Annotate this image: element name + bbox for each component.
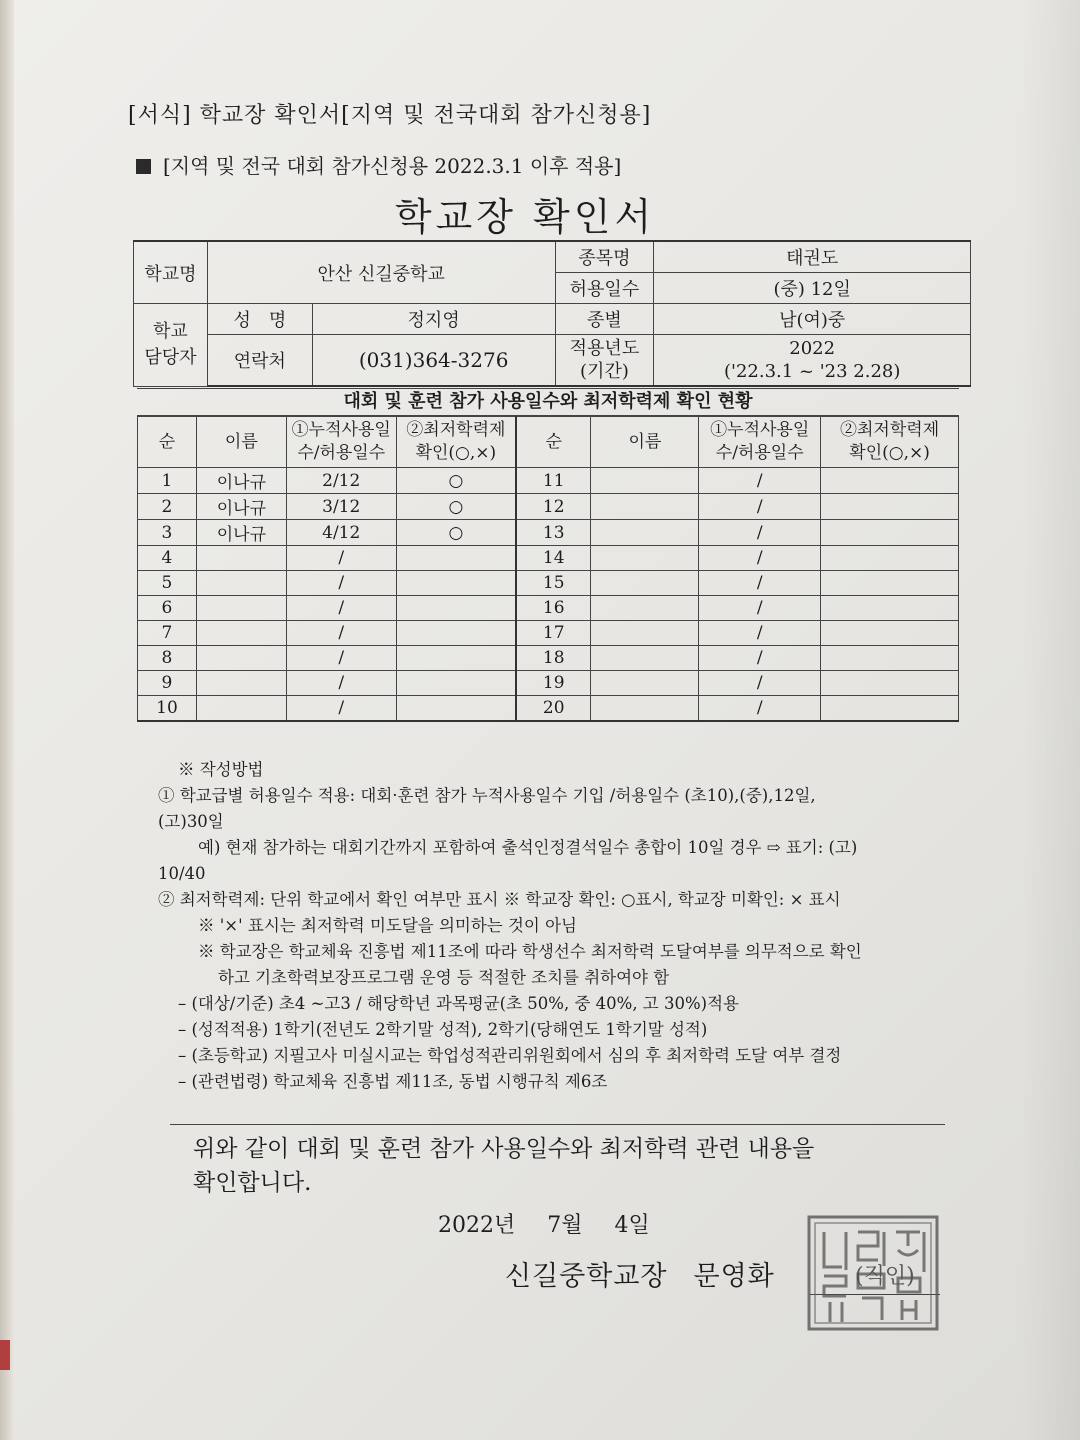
allowed-days-label: 허용일수: [555, 273, 654, 304]
notes-heading: ※ 작성방법: [178, 760, 264, 779]
note-line: ※ '×' 표시는 최저학력 미도달을 의미하는 것이 아님: [198, 916, 577, 935]
note-line: ※ 학교장은 학교체육 진흥법 제11조에 따라 학생선수 최저학력 도달여부를 의무적으로 확인: [198, 942, 862, 961]
row-days: /: [286, 646, 396, 671]
row-days: /: [286, 621, 396, 646]
note-line: – (초등학교) 지필고사 미실시교는 학업성적관리위원회에서 심의 후 최저학력 도달 여부 결정: [178, 1046, 842, 1065]
record-header-row: [138, 417, 959, 468]
row-no: 10: [138, 696, 197, 722]
info-table: [133, 240, 971, 387]
year-label-2: (기간): [580, 361, 629, 382]
form-label: [서식] 학교장 확인서[지역 및 전국대회 참가신청용]: [128, 103, 652, 128]
col-days-2: [699, 417, 821, 468]
row-no: 8: [138, 646, 197, 671]
row-no-2: 20: [516, 696, 591, 722]
contact-value: (031)364-3276: [312, 335, 555, 387]
page-title: [0, 186, 1080, 241]
col-grade: [396, 417, 516, 468]
school-value: 안산 신길중학교: [207, 241, 555, 304]
col-grade-2: [821, 417, 959, 468]
col-days2-line1: ①누적사용일: [710, 420, 810, 440]
row-days: /: [286, 671, 396, 696]
row-days-2: /: [699, 546, 821, 571]
row-days-2: /: [699, 671, 821, 696]
row-check: ○: [396, 468, 516, 494]
manager-label: [134, 304, 208, 387]
row-days-2: /: [699, 646, 821, 671]
row-days: /: [286, 546, 396, 571]
red-edge-mark: [0, 1340, 10, 1370]
row-name: [196, 546, 286, 571]
row-name: [196, 646, 286, 671]
col-days2-line2: 수/허용일수: [715, 443, 804, 463]
confirm-line-2: 확인합니다.: [193, 1170, 312, 1196]
note-line: – (대상/기준) 초4 ~고3 / 해당학년 과목평균(초 50%, 중 40%, 고 30%)적용: [178, 994, 739, 1013]
name-value: 정지영: [312, 304, 555, 335]
row-check-2: [821, 671, 959, 696]
subheader-text: [지역 및 전국 대회 참가신청용 2022.3.1 이후 적용]: [163, 154, 622, 178]
row-check: [396, 596, 516, 621]
row-no: 9: [138, 671, 197, 696]
row-name-2: [591, 671, 699, 696]
date-month: 7월: [547, 1213, 583, 1238]
row-no-2: 19: [516, 671, 591, 696]
row-no-2: 18: [516, 646, 591, 671]
table-row: [138, 571, 959, 596]
event-label: 종목명: [555, 241, 654, 273]
date-day: 4일: [614, 1213, 650, 1238]
row-no: 3: [138, 520, 197, 546]
seal-label: (직인): [855, 1264, 915, 1289]
row-no-2: 14: [516, 546, 591, 571]
row-no: 2: [138, 494, 197, 520]
row-no: 4: [138, 546, 197, 571]
square-bullet-icon: [136, 159, 151, 174]
row-name-2: [591, 696, 699, 722]
col-days: [286, 417, 396, 468]
row-check-2: [821, 520, 959, 546]
row-no: 6: [138, 596, 197, 621]
row-name-2: [591, 468, 699, 494]
col-grade2-line1: ②최저학력제: [840, 420, 940, 440]
name-label: 성 명: [207, 304, 312, 335]
note-line: ① 학교급별 허용일수 적용: 대회·훈련 참가 누적사용일수 기입 /허용일수 (초10),(중),12일,: [158, 786, 816, 805]
note-line: – (성적적용) 1학기(전년도 2학기말 성적), 2학기(당해연도 1학기말 성적): [178, 1020, 708, 1039]
signer-title: 신길중학교장: [505, 1261, 668, 1292]
row-name-2: [591, 494, 699, 520]
gender-label: 종별: [555, 304, 654, 335]
row-no-2: 13: [516, 520, 591, 546]
record-table: [137, 416, 959, 722]
table-row: [138, 520, 959, 546]
row-no-2: 12: [516, 494, 591, 520]
row-name-2: [591, 646, 699, 671]
row-check-2: [821, 468, 959, 494]
col-no-2: 순: [516, 417, 591, 468]
col-no: 순: [138, 417, 197, 468]
col-days-line1: ①누적사용일: [291, 420, 391, 440]
year-label: [555, 335, 654, 387]
row-days-2: /: [699, 621, 821, 646]
row-days: /: [286, 596, 396, 621]
row-days-2: /: [699, 468, 821, 494]
row-name-2: [591, 621, 699, 646]
row-no-2: 15: [516, 571, 591, 596]
row-check: [396, 571, 516, 596]
row-days-2: /: [699, 520, 821, 546]
col-name-2: 이름: [591, 417, 699, 468]
note-line: 10/40: [158, 864, 206, 883]
table-row: [138, 546, 959, 571]
signer-name: 문영화: [693, 1261, 775, 1292]
row-check: [396, 696, 516, 722]
row-check-2: [821, 621, 959, 646]
row-days-2: /: [699, 494, 821, 520]
subheader: [136, 150, 621, 179]
year-label-1: 적용년도: [569, 338, 640, 359]
row-days-2: /: [699, 696, 821, 722]
row-check-2: [821, 696, 959, 722]
row-no-2: 16: [516, 596, 591, 621]
row-no: 7: [138, 621, 197, 646]
allowed-days-value: (중) 12일: [654, 273, 971, 304]
confirm-line-1: 위와 같이 대회 및 훈련 참가 사용일수와 최저학력 관련 내용을: [193, 1136, 815, 1162]
row-name: [196, 571, 286, 596]
table-row: [138, 468, 959, 494]
note-line: 예) 현재 참가하는 대회기간까지 포함하여 출석인정결석일수 총합이 10일 경우 ⇨ 표기: (고): [198, 838, 858, 857]
gender-value: 남(여)중: [654, 304, 971, 335]
row-check: ○: [396, 494, 516, 520]
instructions: [158, 757, 958, 1095]
year-value-text: 2022: [789, 338, 836, 359]
col-name: 이름: [196, 417, 286, 468]
signer: [505, 1254, 801, 1293]
col-grade-line1: ②최저학력제: [406, 420, 506, 440]
page-title-text: 학교장 확인서: [394, 195, 656, 239]
row-name-2: [591, 571, 699, 596]
row-name: [196, 621, 286, 646]
row-no: 5: [138, 571, 197, 596]
manager-label-1: 학교: [153, 320, 188, 342]
row-no-2: 17: [516, 621, 591, 646]
table-row: [138, 646, 959, 671]
row-days: /: [286, 696, 396, 722]
row-no-2: 11: [516, 468, 591, 494]
row-name: 이나규: [196, 468, 286, 494]
row-name-2: [591, 596, 699, 621]
row-no: 1: [138, 468, 197, 494]
note-line: – (관련법령) 학교체육 진흥법 제11조, 동법 시행규칙 제6조: [178, 1072, 608, 1091]
section-title: 대회 및 훈련 참가 사용일수와 최저학력제 확인 현황: [137, 388, 959, 416]
confirmation-statement: [193, 1132, 953, 1200]
row-name-2: [591, 520, 699, 546]
row-name: [196, 696, 286, 722]
note-line: (고)30일: [158, 812, 224, 831]
col-grade2-line2: 확인(○,×): [849, 443, 930, 463]
row-check-2: [821, 571, 959, 596]
table-row: [138, 671, 959, 696]
note-line: ② 최저학력제: 단위 학교에서 확인 여부만 표시 ※ 학교장 확인: ○표시, 학교장 미확인: × 표시: [158, 890, 841, 909]
signature-date: [438, 1208, 650, 1239]
row-check: [396, 671, 516, 696]
row-check-2: [821, 646, 959, 671]
school-label: 학교명: [134, 241, 208, 304]
table-row: [138, 596, 959, 621]
row-days-2: /: [699, 571, 821, 596]
official-seal-icon: [806, 1214, 940, 1332]
year-value: [654, 335, 971, 387]
row-check: [396, 646, 516, 671]
note-line: 하고 기초학력보장프로그램 운영 등 적절한 조치를 취하여야 함: [218, 968, 670, 987]
row-check-2: [821, 546, 959, 571]
manager-label-2: 담당자: [144, 346, 197, 368]
table-row: [138, 696, 959, 722]
date-year: 2022년: [438, 1213, 516, 1238]
table-row: [138, 494, 959, 520]
divider: [170, 1124, 945, 1125]
row-check: [396, 621, 516, 646]
col-grade-line2: 확인(○,×): [415, 443, 497, 463]
row-check-2: [821, 494, 959, 520]
row-name-2: [591, 546, 699, 571]
period-value-text: ('22.3.1 ~ '23 2.28): [723, 361, 901, 382]
contact-label: 연락처: [207, 335, 312, 387]
row-check-2: [821, 596, 959, 621]
col-days-line2: 수/허용일수: [297, 443, 386, 463]
row-name: 이나규: [196, 520, 286, 546]
row-check: [396, 546, 516, 571]
row-days: 2/12: [286, 468, 396, 494]
row-name: 이나규: [196, 494, 286, 520]
row-days: 4/12: [286, 520, 396, 546]
event-value: 태권도: [654, 241, 971, 273]
table-row: [138, 621, 959, 646]
row-days: 3/12: [286, 494, 396, 520]
row-check: ○: [396, 520, 516, 546]
row-days: /: [286, 571, 396, 596]
row-days-2: /: [699, 596, 821, 621]
row-name: [196, 671, 286, 696]
row-name: [196, 596, 286, 621]
